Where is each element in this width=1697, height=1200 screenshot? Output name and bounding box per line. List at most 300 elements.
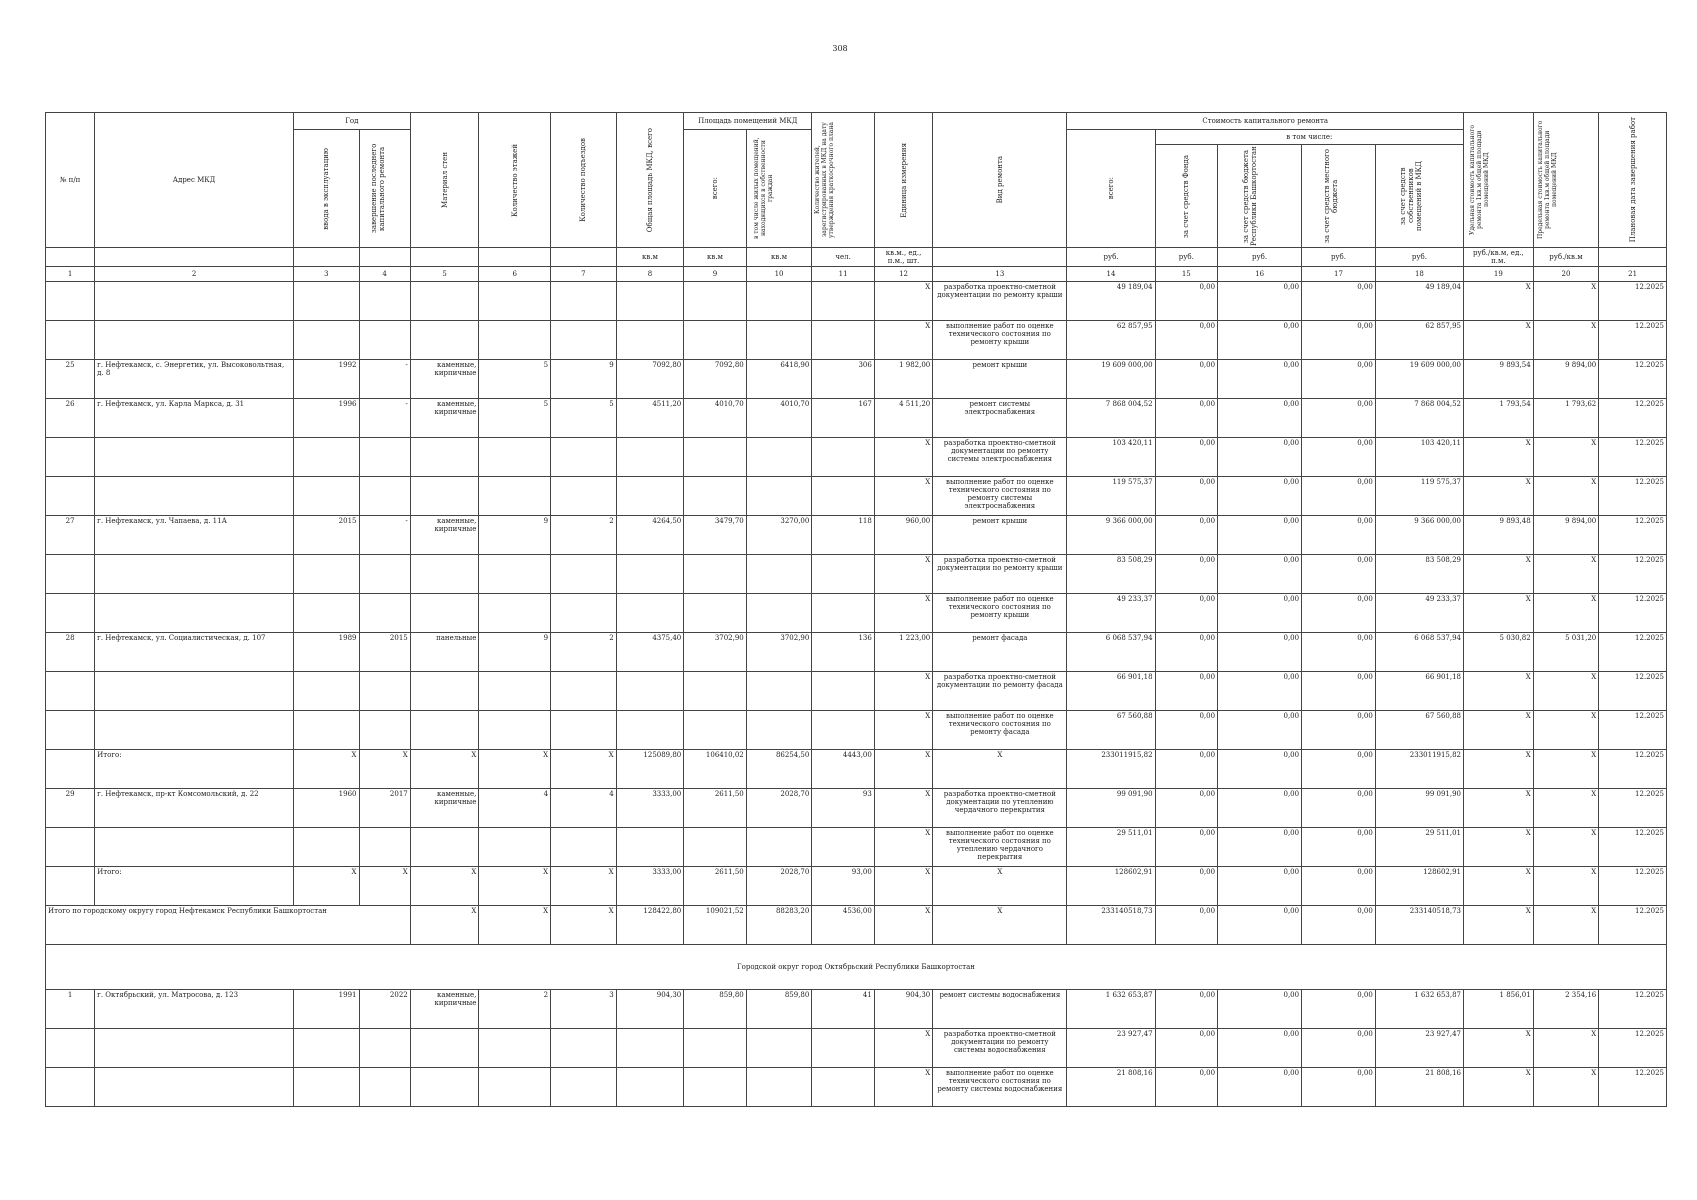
cell-res: 41 <box>812 990 875 1029</box>
cell-y2 <box>359 438 410 477</box>
table-row <box>46 990 1667 1029</box>
cell-f: 0,00 <box>1155 990 1218 1029</box>
cell: 88283,20 <box>746 906 812 945</box>
cell-uc: 1 856,01 <box>1464 990 1534 1029</box>
cell-uc: X <box>1464 321 1534 360</box>
cell-y1: 1991 <box>293 990 359 1029</box>
cell-c: 119 575,37 <box>1067 477 1155 516</box>
cell-n: 25 <box>46 360 95 399</box>
cell-ta: 4375,40 <box>616 633 684 672</box>
cell-res <box>812 672 875 711</box>
cell-res: 136 <box>812 633 875 672</box>
hdr-deadline: Плановая дата завершения работ <box>1599 113 1667 248</box>
cell-wall <box>410 672 479 711</box>
cell-f: 0,00 <box>1155 555 1218 594</box>
cell-f: 0,00 <box>1155 1029 1218 1068</box>
cell-rb: 0,00 <box>1218 594 1302 633</box>
cell-pl <box>746 672 812 711</box>
section-title: Городской округ город Октябрьский Республики Башкортостан <box>46 945 1667 990</box>
cell-wall <box>410 1029 479 1068</box>
cell-u: X <box>874 1068 932 1107</box>
cell-dl: 12.2025 <box>1599 750 1667 789</box>
cell-lc: X <box>1533 594 1599 633</box>
cell-ta <box>616 555 684 594</box>
hdr-premises-area: Площадь помещений МКД <box>684 113 812 130</box>
cell-ta <box>616 1068 684 1107</box>
cell-dl: 12.2025 <box>1599 477 1667 516</box>
cell-rb: 0,00 <box>1218 1068 1302 1107</box>
cell-uc: 1 793,54 <box>1464 399 1534 438</box>
page-number: 308 <box>832 44 848 53</box>
cell-fl <box>479 477 551 516</box>
cell-uc: X <box>1464 750 1534 789</box>
cell-y2: X <box>359 750 410 789</box>
cell-ow: 103 420,11 <box>1375 438 1463 477</box>
cell-y2 <box>359 711 410 750</box>
cell-fl: 4 <box>479 789 551 828</box>
cell-y2 <box>359 477 410 516</box>
table-row <box>46 438 1667 477</box>
cell-c: 49 233,37 <box>1067 594 1155 633</box>
cell-uc: X <box>1464 477 1534 516</box>
cell-ta: 3333,00 <box>616 789 684 828</box>
cell-res: 167 <box>812 399 875 438</box>
cell-rb: 0,00 <box>1218 516 1302 555</box>
cell-ta: 125089,80 <box>616 750 684 789</box>
cell-pa <box>684 672 747 711</box>
units-row: кв.м кв.м кв.м чел. кв.м., ед., п.м., шт. руб. руб. руб. руб. руб. руб./кв.м, ед., п.м. руб./кв.м <box>46 248 1667 267</box>
cell-addr <box>95 672 294 711</box>
cell-mb: 0,00 <box>1302 516 1376 555</box>
cell-ta: 4511,20 <box>616 399 684 438</box>
cell-pl <box>746 282 812 321</box>
cell-uc: 9 893,48 <box>1464 516 1534 555</box>
cell-addr: Итого: <box>95 750 294 789</box>
hdr-address: Адрес МКД <box>95 113 294 248</box>
cell-f: 0,00 <box>1155 399 1218 438</box>
cell-dl: 12.2025 <box>1599 789 1667 828</box>
cell-uc: 9 893,54 <box>1464 360 1534 399</box>
cell-ta <box>616 1029 684 1068</box>
cell-y2: 2022 <box>359 990 410 1029</box>
table-body-neftekamsk <box>46 282 1667 906</box>
cell-uc: X <box>1464 828 1534 867</box>
cell-wall <box>410 828 479 867</box>
cell-y2 <box>359 672 410 711</box>
cell-wall <box>410 711 479 750</box>
cell-wall: каменные, кирпичные <box>410 516 479 555</box>
hdr-rb: за счет средств бюджета Республики Башкортостан <box>1218 145 1302 248</box>
cell-y2 <box>359 282 410 321</box>
cell-c: 66 901,18 <box>1067 672 1155 711</box>
cell-ow: 6 068 537,94 <box>1375 633 1463 672</box>
cell-c: 7 868 004,52 <box>1067 399 1155 438</box>
table-row <box>46 321 1667 360</box>
table-row <box>46 1029 1667 1068</box>
cell-ta: 7092,80 <box>616 360 684 399</box>
cell-fl <box>479 555 551 594</box>
table-header <box>46 113 1667 282</box>
cell: 0,00 <box>1218 906 1302 945</box>
cell-fl: X <box>479 750 551 789</box>
cell-en <box>551 828 617 867</box>
cell-ta <box>616 282 684 321</box>
cell-wall: каменные, кирпичные <box>410 399 479 438</box>
cell-fl: 2 <box>479 990 551 1029</box>
cell-work: разработка проектно-сметной документации по ремонту системы электроснабжения <box>933 438 1067 477</box>
cell-n <box>46 594 95 633</box>
cell-y1: 1989 <box>293 633 359 672</box>
cell-dl: 12.2025 <box>1599 516 1667 555</box>
cell-en: 4 <box>551 789 617 828</box>
cell-addr <box>95 1068 294 1107</box>
cell-res: 118 <box>812 516 875 555</box>
cell-ow: 83 508,29 <box>1375 555 1463 594</box>
cell-addr <box>95 711 294 750</box>
cell-mb: 0,00 <box>1302 555 1376 594</box>
cell-lc: X <box>1533 282 1599 321</box>
cell-ta <box>616 828 684 867</box>
cell-f: 0,00 <box>1155 711 1218 750</box>
cell-f: 0,00 <box>1155 750 1218 789</box>
cell-rb: 0,00 <box>1218 321 1302 360</box>
cell-fl <box>479 1029 551 1068</box>
cell-y2: 2015 <box>359 633 410 672</box>
cell-y1: 1992 <box>293 360 359 399</box>
cell-dl: 12.2025 <box>1599 1029 1667 1068</box>
table-row <box>46 867 1667 906</box>
cell-pl <box>746 1029 812 1068</box>
cell: 0,00 <box>1302 906 1376 945</box>
cell-f: 0,00 <box>1155 867 1218 906</box>
cell-pa: 3702,90 <box>684 633 747 672</box>
cell-work: разработка проектно-сметной документации по ремонту крыши <box>933 555 1067 594</box>
hdr-total-area: Общая площадь МКД, всего <box>616 113 684 248</box>
hdr-cost-total: всего: <box>1067 130 1155 248</box>
cell-c: 83 508,29 <box>1067 555 1155 594</box>
cell-u: X <box>874 789 932 828</box>
cell-ow: 99 091,90 <box>1375 789 1463 828</box>
cell-ow: 66 901,18 <box>1375 672 1463 711</box>
cell-res: 4443,00 <box>812 750 875 789</box>
cell-en <box>551 594 617 633</box>
cell-y1 <box>293 711 359 750</box>
hdr-num: № п/п <box>46 113 95 248</box>
cell-addr: г. Нефтекамск, ул. Карла Маркса, д. 31 <box>95 399 294 438</box>
cell-res <box>812 711 875 750</box>
cell-f: 0,00 <box>1155 321 1218 360</box>
cell-dl: 12.2025 <box>1599 828 1667 867</box>
cell-u: X <box>874 477 932 516</box>
cell-pa: 4010,70 <box>684 399 747 438</box>
cell-dl: 12.2025 <box>1599 672 1667 711</box>
cell-pl: 4010,70 <box>746 399 812 438</box>
cell-ow: 7 868 004,52 <box>1375 399 1463 438</box>
cell-lc: X <box>1533 1068 1599 1107</box>
cell-dl: 12.2025 <box>1599 399 1667 438</box>
cell-uc: 5 030,82 <box>1464 633 1534 672</box>
cell-rb: 0,00 <box>1218 867 1302 906</box>
cell-addr <box>95 282 294 321</box>
cell-en: X <box>551 750 617 789</box>
cell-pl <box>746 594 812 633</box>
cell-pa: 3479,70 <box>684 516 747 555</box>
cell-rb: 0,00 <box>1218 438 1302 477</box>
cell-n <box>46 438 95 477</box>
cell-f: 0,00 <box>1155 789 1218 828</box>
hdr-fund: за счет средств Фонда <box>1155 145 1218 248</box>
cell-rb: 0,00 <box>1218 282 1302 321</box>
cell-ow: 19 609 000,00 <box>1375 360 1463 399</box>
cell-lc: X <box>1533 789 1599 828</box>
cell-addr: г. Нефтекамск, ул. Чапаева, д. 11А <box>95 516 294 555</box>
cell-f: 0,00 <box>1155 828 1218 867</box>
cell-ta <box>616 477 684 516</box>
cell-pa <box>684 477 747 516</box>
cell-ta: 4264,50 <box>616 516 684 555</box>
cell-wall: каменные, кирпичные <box>410 990 479 1029</box>
hdr-year: Год <box>293 113 410 130</box>
cell-u: X <box>874 1029 932 1068</box>
cell-work: ремонт фасада <box>933 633 1067 672</box>
table-row <box>46 555 1667 594</box>
cell-fl: 9 <box>479 516 551 555</box>
cell-fl <box>479 282 551 321</box>
cell: X <box>551 906 617 945</box>
hdr-area-total: всего: <box>684 130 747 248</box>
table-row <box>46 711 1667 750</box>
cell-fl: 5 <box>479 399 551 438</box>
cell-u: X <box>874 711 932 750</box>
cell: 12.2025 <box>1599 906 1667 945</box>
column-numbers-row: 1 2 3 4 5 6 7 8 9 10 11 12 13 14 15 16 17 18 19 20 21 <box>46 267 1667 282</box>
cell-n: 28 <box>46 633 95 672</box>
cell-f: 0,00 <box>1155 633 1218 672</box>
cell-addr <box>95 321 294 360</box>
cell: X <box>933 906 1067 945</box>
cell-y1: 1996 <box>293 399 359 438</box>
cell-en: 9 <box>551 360 617 399</box>
cell: 4536,00 <box>812 906 875 945</box>
cell-rb: 0,00 <box>1218 477 1302 516</box>
cell-res <box>812 438 875 477</box>
cell-lc: 9 894,00 <box>1533 360 1599 399</box>
cell-lc: 5 031,20 <box>1533 633 1599 672</box>
cell-n <box>46 828 95 867</box>
cell-dl: 12.2025 <box>1599 438 1667 477</box>
cell-rb: 0,00 <box>1218 789 1302 828</box>
table-row <box>46 516 1667 555</box>
cell-u: 1 982,00 <box>874 360 932 399</box>
cell-pl: 2028,70 <box>746 867 812 906</box>
cell-pa <box>684 594 747 633</box>
cell-wall <box>410 438 479 477</box>
cell-ta <box>616 438 684 477</box>
cell-work: ремонт крыши <box>933 516 1067 555</box>
cell-dl: 12.2025 <box>1599 555 1667 594</box>
cell-n: 27 <box>46 516 95 555</box>
cell-addr <box>95 555 294 594</box>
table-row <box>46 282 1667 321</box>
cell-ta: 904,30 <box>616 990 684 1029</box>
cell-y2 <box>359 828 410 867</box>
hdr-unit-cost: Удельная стоимость капитального ремонта 1кв.м общей площади помещений МКД <box>1464 113 1534 248</box>
cell-ow: 1 632 653,87 <box>1375 990 1463 1029</box>
cell-dl: 12.2025 <box>1599 711 1667 750</box>
cell-work: ремонт крыши <box>933 360 1067 399</box>
cell-u: 1 223,00 <box>874 633 932 672</box>
cell-wall <box>410 477 479 516</box>
cell-y1 <box>293 1029 359 1068</box>
cell-res <box>812 282 875 321</box>
cell-pl <box>746 711 812 750</box>
city-total-row <box>46 906 1667 945</box>
cell-dl: 12.2025 <box>1599 360 1667 399</box>
cell-fl: 5 <box>479 360 551 399</box>
cell-dl: 12.2025 <box>1599 1068 1667 1107</box>
cell-dl: 12.2025 <box>1599 282 1667 321</box>
cell-y2 <box>359 555 410 594</box>
cell-c: 1 632 653,87 <box>1067 990 1155 1029</box>
cell-work: ремонт системы водоснабжения <box>933 990 1067 1029</box>
cell-dl: 12.2025 <box>1599 990 1667 1029</box>
cell-wall: X <box>410 867 479 906</box>
cell-uc: X <box>1464 438 1534 477</box>
cell-ta <box>616 672 684 711</box>
hdr-year-repair: завершение последнего капитального ремонта <box>359 130 410 248</box>
cell-ow: 119 575,37 <box>1375 477 1463 516</box>
cell-addr <box>95 438 294 477</box>
cell-addr: г. Нефтекамск, с. Энергетик, ул. Высоковольтная, д. 8 <box>95 360 294 399</box>
cell-addr: г. Нефтекамск, пр-кт Комсомольский, д. 22 <box>95 789 294 828</box>
cell-n <box>46 672 95 711</box>
cell-fl <box>479 438 551 477</box>
hdr-wall: Материал стен <box>410 113 479 248</box>
table-row <box>46 1068 1667 1107</box>
cell-lc: X <box>1533 555 1599 594</box>
cell-y1 <box>293 438 359 477</box>
cell-c: 49 189,04 <box>1067 282 1155 321</box>
cell-wall: каменные, кирпичные <box>410 789 479 828</box>
cell-pl <box>746 438 812 477</box>
cell-c: 19 609 000,00 <box>1067 360 1155 399</box>
cell-u: X <box>874 555 932 594</box>
hdr-cost: Стоимость капитального ремонта <box>1067 113 1464 130</box>
cell-addr <box>95 1029 294 1068</box>
cell-mb: 0,00 <box>1302 828 1376 867</box>
cell-wall <box>410 555 479 594</box>
cell-y1 <box>293 594 359 633</box>
cell-lc: X <box>1533 828 1599 867</box>
cell-pa <box>684 438 747 477</box>
cell-mb: 0,00 <box>1302 477 1376 516</box>
cell-wall <box>410 1068 479 1107</box>
cell-c: 128602,91 <box>1067 867 1155 906</box>
cell-mb: 0,00 <box>1302 1068 1376 1107</box>
cell-pl: 3270,00 <box>746 516 812 555</box>
cell-ow: 233011915,82 <box>1375 750 1463 789</box>
cell-dl: 12.2025 <box>1599 594 1667 633</box>
cell-lc: X <box>1533 867 1599 906</box>
cell-c: 62 857,95 <box>1067 321 1155 360</box>
table-row <box>46 750 1667 789</box>
cell-lc: X <box>1533 1029 1599 1068</box>
cell-y2: - <box>359 399 410 438</box>
cell-c: 67 560,88 <box>1067 711 1155 750</box>
cell-work: выполнение работ по оценке технического состояния по ремонту фасада <box>933 711 1067 750</box>
cell-work: разработка проектно-сметной документации по ремонту системы водоснабжения <box>933 1029 1067 1068</box>
table-row <box>46 477 1667 516</box>
cell-lc: 9 894,00 <box>1533 516 1599 555</box>
cell-ow: 67 560,88 <box>1375 711 1463 750</box>
cell-pl: 2028,70 <box>746 789 812 828</box>
cell-mb: 0,00 <box>1302 594 1376 633</box>
cell-rb: 0,00 <box>1218 633 1302 672</box>
cell-ow: 128602,91 <box>1375 867 1463 906</box>
cell-u: X <box>874 867 932 906</box>
cell-y2 <box>359 1068 410 1107</box>
hdr-entrances: Количество подъездов <box>551 113 617 248</box>
cell-lc: X <box>1533 321 1599 360</box>
cell-rb: 0,00 <box>1218 711 1302 750</box>
cell-u: X <box>874 750 932 789</box>
cell-fl: X <box>479 867 551 906</box>
cell-f: 0,00 <box>1155 477 1218 516</box>
cell-en: 3 <box>551 990 617 1029</box>
cell-y1 <box>293 477 359 516</box>
table-row <box>46 399 1667 438</box>
table-row <box>46 360 1667 399</box>
cell-res <box>812 477 875 516</box>
cell-ow: 62 857,95 <box>1375 321 1463 360</box>
table-row <box>46 789 1667 828</box>
cell-mb: 0,00 <box>1302 282 1376 321</box>
cell-rb: 0,00 <box>1218 360 1302 399</box>
cell-res: 93 <box>812 789 875 828</box>
cell-f: 0,00 <box>1155 1068 1218 1107</box>
cell-pa <box>684 828 747 867</box>
cell-y2: - <box>359 516 410 555</box>
cell-work: разработка проектно-сметной документации по ремонту фасада <box>933 672 1067 711</box>
cell-uc: X <box>1464 867 1534 906</box>
city-total-label: Итого по городскому округу город Нефтекамск Республики Башкортостан <box>46 906 411 945</box>
cell-lc: 1 793,62 <box>1533 399 1599 438</box>
cell-u: X <box>874 594 932 633</box>
cell-n <box>46 321 95 360</box>
cell-work: ремонт системы электроснабжения <box>933 399 1067 438</box>
cell-n <box>46 867 95 906</box>
cell-y2 <box>359 1029 410 1068</box>
cell-en: 2 <box>551 516 617 555</box>
cell-lc: X <box>1533 438 1599 477</box>
cell-res <box>812 321 875 360</box>
cell-res: 93,00 <box>812 867 875 906</box>
cell-ta: 3333,00 <box>616 867 684 906</box>
cell-mb: 0,00 <box>1302 399 1376 438</box>
cell-uc: X <box>1464 555 1534 594</box>
cell-work: выполнение работ по оценке технического состояния по утеплению чердачного перекрытия <box>933 828 1067 867</box>
cell-pl <box>746 321 812 360</box>
cell-pa <box>684 711 747 750</box>
cell-dl: 12.2025 <box>1599 321 1667 360</box>
cell-lc: X <box>1533 750 1599 789</box>
cell-n <box>46 711 95 750</box>
hdr-owners: за счет средств собственников помещений в МКД <box>1375 145 1463 248</box>
cell-ta <box>616 711 684 750</box>
table-row <box>46 594 1667 633</box>
cell-uc: X <box>1464 1029 1534 1068</box>
cell-pa <box>684 282 747 321</box>
